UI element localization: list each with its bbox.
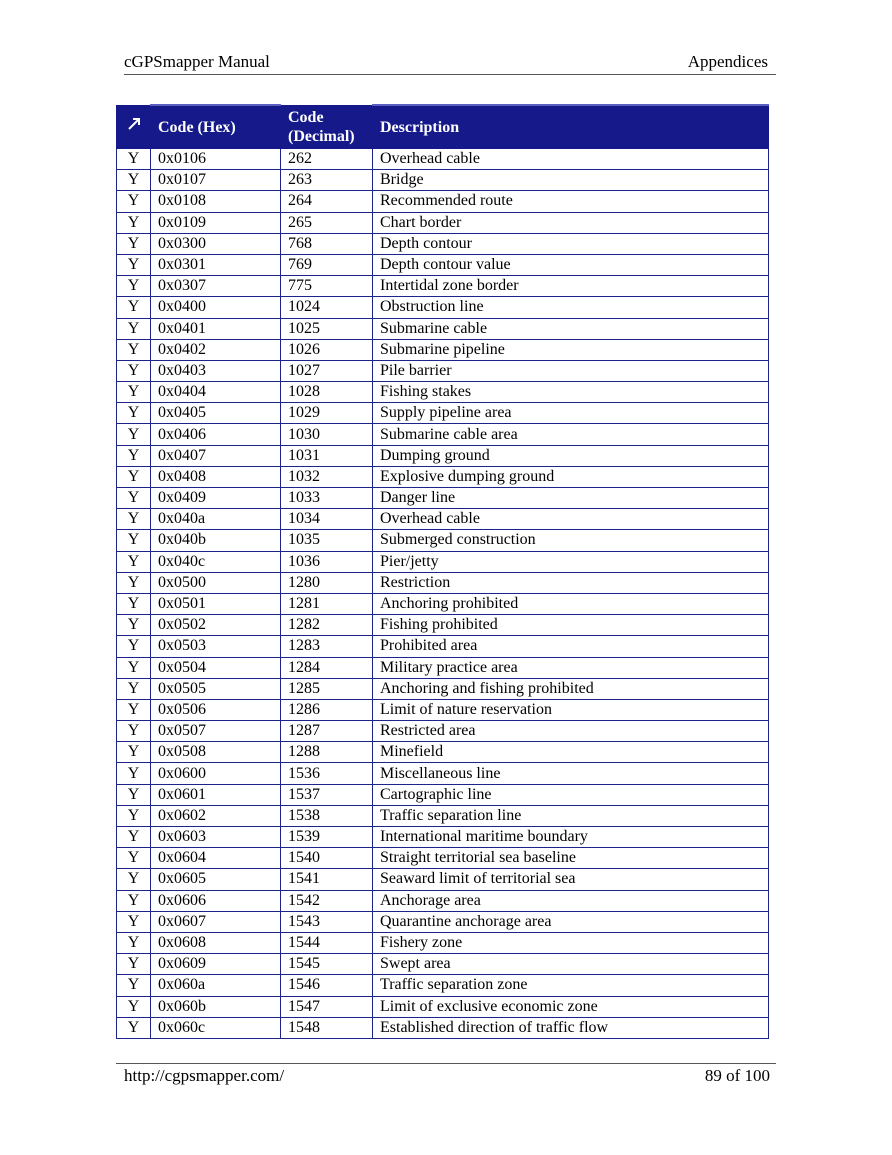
code-hex: 0x0505: [151, 678, 281, 699]
table-row: [117, 615, 769, 636]
description: Anchorage area: [373, 890, 769, 911]
table-row: [117, 721, 769, 742]
code-decimal: 775: [281, 276, 373, 297]
code-hex: 0x060b: [151, 996, 281, 1017]
description: Submarine cable area: [373, 424, 769, 445]
table-row: [117, 699, 769, 720]
table-row: [117, 191, 769, 212]
table-body: [117, 149, 769, 1039]
description: Anchoring and fishing prohibited: [373, 678, 769, 699]
code-decimal: 1032: [281, 466, 373, 487]
table-row: [117, 911, 769, 932]
code-decimal: 768: [281, 233, 373, 254]
supported-flag: Y: [117, 636, 151, 657]
code-hex: 0x060a: [151, 975, 281, 996]
description: Submarine pipeline: [373, 339, 769, 360]
code-hex: 0x0609: [151, 954, 281, 975]
code-decimal: 1539: [281, 827, 373, 848]
table-row: [117, 932, 769, 953]
description: Overhead cable: [373, 509, 769, 530]
code-hex: 0x0508: [151, 742, 281, 763]
code-decimal: 1543: [281, 911, 373, 932]
supported-flag: Y: [117, 699, 151, 720]
code-hex: 0x0400: [151, 297, 281, 318]
supported-flag: Y: [117, 466, 151, 487]
code-decimal: 265: [281, 212, 373, 233]
code-decimal: 1025: [281, 318, 373, 339]
description: Straight territorial sea baseline: [373, 848, 769, 869]
supported-flag: Y: [117, 233, 151, 254]
supported-flag: Y: [117, 339, 151, 360]
description: Minefield: [373, 742, 769, 763]
supported-flag: Y: [117, 254, 151, 275]
table-row: [117, 678, 769, 699]
supported-flag: Y: [117, 911, 151, 932]
description: Fishing prohibited: [373, 615, 769, 636]
table-header-row: [117, 105, 769, 149]
description: Intertidal zone border: [373, 276, 769, 297]
description: Chart border: [373, 212, 769, 233]
page-footer: [116, 1063, 776, 1085]
code-hex: 0x0409: [151, 488, 281, 509]
code-decimal: 1035: [281, 530, 373, 551]
description: Miscellaneous line: [373, 763, 769, 784]
description: Quarantine anchorage area: [373, 911, 769, 932]
supported-flag: Y: [117, 593, 151, 614]
supported-flag: Y: [117, 297, 151, 318]
code-hex: 0x0402: [151, 339, 281, 360]
table-row: [117, 212, 769, 233]
code-decimal: 1030: [281, 424, 373, 445]
code-decimal: 1548: [281, 1017, 373, 1038]
supported-flag: Y: [117, 488, 151, 509]
header-icon-cell: [117, 105, 151, 149]
supported-flag: Y: [117, 996, 151, 1017]
table-row: [117, 276, 769, 297]
header-code-decimal: Code (Decimal): [281, 105, 373, 149]
description: Limit of nature reservation: [373, 699, 769, 720]
description: Restricted area: [373, 721, 769, 742]
supported-flag: Y: [117, 932, 151, 953]
description: Depth contour value: [373, 254, 769, 275]
code-hex: 0x0401: [151, 318, 281, 339]
supported-flag: Y: [117, 530, 151, 551]
table-row: [117, 403, 769, 424]
code-hex: 0x0504: [151, 657, 281, 678]
description: Submerged construction: [373, 530, 769, 551]
supported-flag: Y: [117, 1017, 151, 1038]
code-hex: 0x0301: [151, 254, 281, 275]
section-title: Appendices: [687, 52, 768, 71]
code-decimal: 1036: [281, 551, 373, 572]
supported-flag: Y: [117, 191, 151, 212]
code-decimal: 1031: [281, 445, 373, 466]
table-row: [117, 530, 769, 551]
code-hex: 0x0506: [151, 699, 281, 720]
supported-flag: Y: [117, 382, 151, 403]
supported-flag: Y: [117, 869, 151, 890]
description: Explosive dumping ground: [373, 466, 769, 487]
supported-flag: Y: [117, 149, 151, 170]
supported-flag: Y: [117, 403, 151, 424]
code-decimal: 1547: [281, 996, 373, 1017]
table-row: [117, 254, 769, 275]
description: Swept area: [373, 954, 769, 975]
description: Depth contour: [373, 233, 769, 254]
code-hex: 0x0108: [151, 191, 281, 212]
code-hex: 0x0406: [151, 424, 281, 445]
supported-flag: Y: [117, 721, 151, 742]
code-decimal: 264: [281, 191, 373, 212]
code-hex: 0x0601: [151, 784, 281, 805]
table-row: [117, 233, 769, 254]
code-hex: 0x0405: [151, 403, 281, 424]
table-row: [117, 1017, 769, 1038]
table-row: [117, 445, 769, 466]
description: Overhead cable: [373, 149, 769, 170]
table-row: [117, 742, 769, 763]
table-row: [117, 509, 769, 530]
supported-flag: Y: [117, 954, 151, 975]
description: Pier/jetty: [373, 551, 769, 572]
description: Limit of exclusive economic zone: [373, 996, 769, 1017]
table-row: [117, 890, 769, 911]
code-decimal: 1026: [281, 339, 373, 360]
code-decimal: 1027: [281, 360, 373, 381]
code-decimal: 1285: [281, 678, 373, 699]
description: Cartographic line: [373, 784, 769, 805]
description: Bridge: [373, 170, 769, 191]
table-row: [117, 318, 769, 339]
code-decimal: 1537: [281, 784, 373, 805]
code-decimal: 1284: [281, 657, 373, 678]
supported-flag: Y: [117, 318, 151, 339]
table-row: [117, 869, 769, 890]
code-decimal: 262: [281, 149, 373, 170]
code-hex: 0x0502: [151, 615, 281, 636]
code-decimal: 1286: [281, 699, 373, 720]
code-decimal: 1287: [281, 721, 373, 742]
code-decimal: 1538: [281, 805, 373, 826]
table-row: [117, 382, 769, 403]
supported-flag: Y: [117, 784, 151, 805]
code-hex: 0x040b: [151, 530, 281, 551]
code-decimal: 1028: [281, 382, 373, 403]
code-decimal: 263: [281, 170, 373, 191]
code-decimal: 1540: [281, 848, 373, 869]
supported-flag: Y: [117, 657, 151, 678]
description: Danger line: [373, 488, 769, 509]
header-code-hex: Code (Hex): [151, 105, 281, 149]
code-decimal: 1029: [281, 403, 373, 424]
code-decimal: 1536: [281, 763, 373, 784]
description: Seaward limit of territorial sea: [373, 869, 769, 890]
code-hex: 0x0607: [151, 911, 281, 932]
description: Supply pipeline area: [373, 403, 769, 424]
supported-flag: Y: [117, 827, 151, 848]
code-hex: 0x0503: [151, 636, 281, 657]
line-codes-table: [116, 104, 769, 1039]
code-decimal: 1024: [281, 297, 373, 318]
supported-flag: Y: [117, 742, 151, 763]
code-hex: 0x0603: [151, 827, 281, 848]
supported-flag: Y: [117, 805, 151, 826]
code-decimal: 1033: [281, 488, 373, 509]
code-hex: 0x0407: [151, 445, 281, 466]
table-row: [117, 848, 769, 869]
code-hex: 0x0300: [151, 233, 281, 254]
table-row: [117, 657, 769, 678]
code-hex: 0x040a: [151, 509, 281, 530]
code-hex: 0x0109: [151, 212, 281, 233]
code-hex: 0x0403: [151, 360, 281, 381]
table-row: [117, 424, 769, 445]
table-row: [117, 170, 769, 191]
code-decimal: 1288: [281, 742, 373, 763]
code-hex: 0x060c: [151, 1017, 281, 1038]
description: Pile barrier: [373, 360, 769, 381]
table-row: [117, 784, 769, 805]
supported-flag: Y: [117, 975, 151, 996]
code-hex: 0x0106: [151, 149, 281, 170]
description: Fishing stakes: [373, 382, 769, 403]
supported-flag: Y: [117, 678, 151, 699]
table-row: [117, 763, 769, 784]
description: Traffic separation line: [373, 805, 769, 826]
description: Traffic separation zone: [373, 975, 769, 996]
table-row: [117, 975, 769, 996]
code-decimal: 1281: [281, 593, 373, 614]
table-row: [117, 339, 769, 360]
supported-flag: Y: [117, 551, 151, 572]
code-hex: 0x0608: [151, 932, 281, 953]
code-hex: 0x0408: [151, 466, 281, 487]
code-hex: 0x0500: [151, 572, 281, 593]
supported-flag: Y: [117, 848, 151, 869]
table-row: [117, 488, 769, 509]
code-decimal: 1541: [281, 869, 373, 890]
page-header: [124, 50, 776, 75]
code-decimal: 1544: [281, 932, 373, 953]
description: Military practice area: [373, 657, 769, 678]
description: Recommended route: [373, 191, 769, 212]
table-row: [117, 572, 769, 593]
table-row: [117, 593, 769, 614]
supported-flag: Y: [117, 509, 151, 530]
code-hex: 0x0606: [151, 890, 281, 911]
table-row: [117, 805, 769, 826]
page-number: 89 of 100: [704, 1066, 770, 1085]
code-hex: 0x0507: [151, 721, 281, 742]
footer-url: http://cgpsmapper.com/: [124, 1066, 285, 1085]
description: Dumping ground: [373, 445, 769, 466]
table-row: [117, 149, 769, 170]
route-arrow-icon: [126, 116, 142, 132]
table-row: [117, 827, 769, 848]
code-decimal: 1034: [281, 509, 373, 530]
description: Restriction: [373, 572, 769, 593]
table-row: [117, 297, 769, 318]
table-row: [117, 996, 769, 1017]
table-row: [117, 954, 769, 975]
code-decimal: 1545: [281, 954, 373, 975]
code-hex: 0x0501: [151, 593, 281, 614]
supported-flag: Y: [117, 445, 151, 466]
code-decimal: 769: [281, 254, 373, 275]
code-decimal: 1280: [281, 572, 373, 593]
table-row: [117, 466, 769, 487]
description: International maritime boundary: [373, 827, 769, 848]
code-hex: 0x0605: [151, 869, 281, 890]
code-hex: 0x0107: [151, 170, 281, 191]
code-decimal: 1282: [281, 615, 373, 636]
description: Obstruction line: [373, 297, 769, 318]
supported-flag: Y: [117, 360, 151, 381]
code-hex: 0x0604: [151, 848, 281, 869]
description: Fishery zone: [373, 932, 769, 953]
code-decimal: 1542: [281, 890, 373, 911]
table-row: [117, 636, 769, 657]
supported-flag: Y: [117, 890, 151, 911]
supported-flag: Y: [117, 276, 151, 297]
code-decimal: 1546: [281, 975, 373, 996]
supported-flag: Y: [117, 615, 151, 636]
code-hex: 0x0404: [151, 382, 281, 403]
description: Established direction of traffic flow: [373, 1017, 769, 1038]
supported-flag: Y: [117, 763, 151, 784]
supported-flag: Y: [117, 424, 151, 445]
code-hex: 0x040c: [151, 551, 281, 572]
description: Prohibited area: [373, 636, 769, 657]
table-row: [117, 551, 769, 572]
description: Anchoring prohibited: [373, 593, 769, 614]
supported-flag: Y: [117, 212, 151, 233]
table-row: [117, 360, 769, 381]
supported-flag: Y: [117, 572, 151, 593]
code-hex: 0x0307: [151, 276, 281, 297]
header-description: Description: [373, 105, 769, 149]
description: Submarine cable: [373, 318, 769, 339]
code-hex: 0x0602: [151, 805, 281, 826]
code-hex: 0x0600: [151, 763, 281, 784]
supported-flag: Y: [117, 170, 151, 191]
manual-title: cGPSmapper Manual: [124, 52, 270, 71]
code-decimal: 1283: [281, 636, 373, 657]
